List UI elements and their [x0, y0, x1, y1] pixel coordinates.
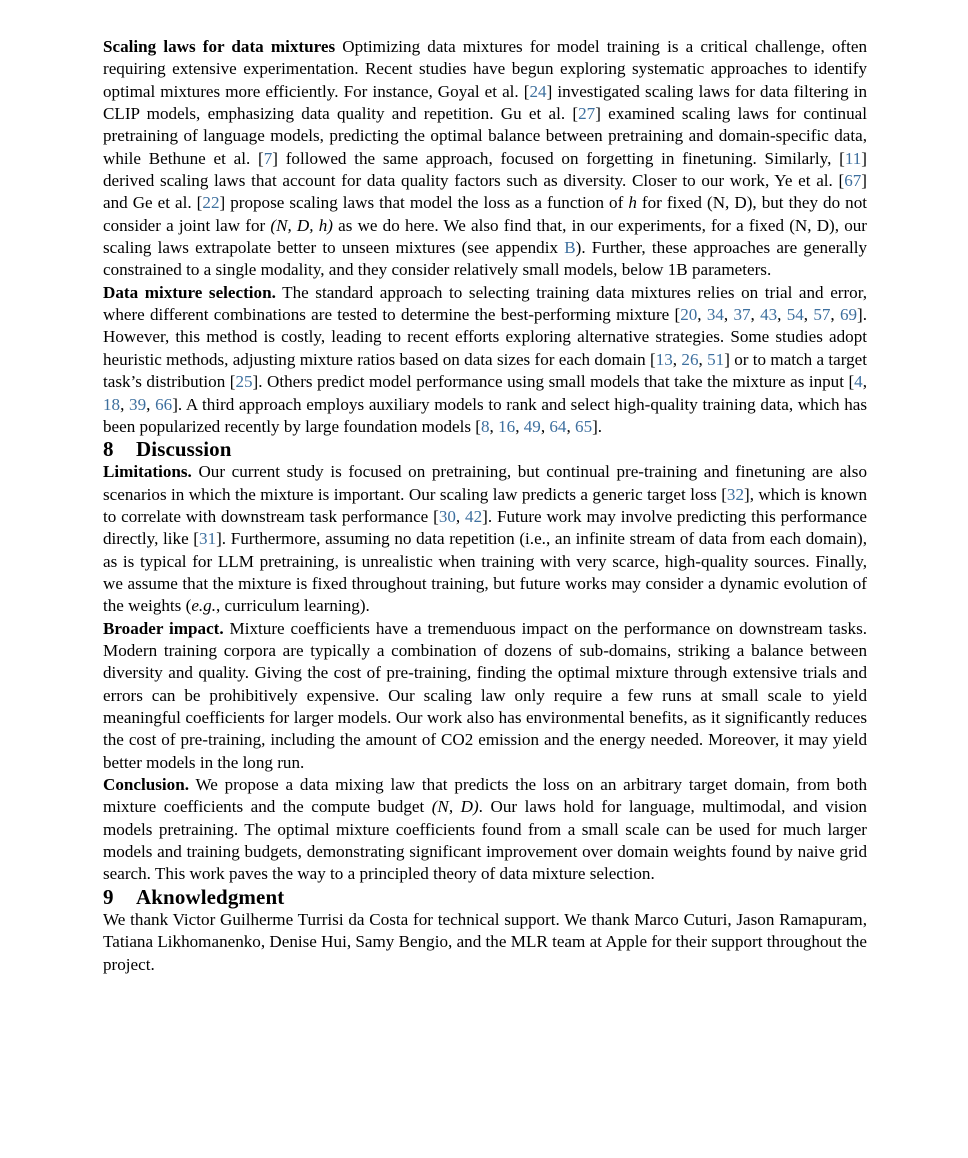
paragraph-text-segment: ], which is known to correlate with downstream task performance [	[103, 484, 867, 526]
paragraph-scaling-laws-for-data-mixtures	[103, 36, 867, 282]
appendix-link-b[interactable]: B	[564, 238, 576, 258]
paragraph-data-mixture-selection	[103, 282, 867, 438]
paragraph-text-segment: Our current study is focused on pretraining, but continual pre-training and finetuning are also scenarios in which the mixture is important. Our scaling law predicts a generic target loss [	[103, 462, 867, 504]
runin-heading-broader-impact: Broader impact.	[103, 618, 224, 638]
paragraph-text-segment: The standard approach to selecting training data mixtures relies on trial and error, where different combinations are tested to determine the best-performing mixture [	[103, 282, 867, 325]
citation-link-67[interactable]: 67	[844, 171, 862, 191]
citation-separator: ,	[803, 305, 814, 325]
citation-link-31[interactable]: 31	[199, 529, 217, 549]
paragraph-text-segment: ]. Future work may involve predicting this performance directly, like [	[103, 506, 867, 549]
math-expression-n-d-h: (N, D, h)	[270, 215, 333, 235]
citation-link-25[interactable]: 25	[235, 372, 253, 392]
citation-link-42[interactable]: 42	[465, 506, 483, 526]
paragraph-acknowledgment-body: We thank Victor Guilherme Turrisi da Costa for technical support. We thank Marco Cuturi, Jason Ramapuram, Tatiana Likhomanenko, Denise Hui, Samy Bengio, and the MLR team at Apple for their support throughout the project.	[103, 909, 867, 974]
citation-separator: ,	[830, 305, 840, 325]
paragraph-text-segment: . Our laws hold for language, multimodal, and vision models pretraining. The optimal mixture coefficients found from a small scale can be used for much larger models and training budgets, demonstrating significant improvement over domain weights found by naive grid search. This work paves the way to a principled theory of data mixture selection.	[103, 797, 867, 884]
paragraph-broader-impact	[103, 618, 867, 774]
citation-link-37[interactable]: 37	[733, 305, 751, 325]
citation-link-4[interactable]: 4	[854, 372, 863, 392]
citation-link-64[interactable]: 64	[549, 416, 567, 436]
paragraph-text-segment: as we do here. We also find that, in our experiments, for a fixed (N, D), our scaling laws extrapolate better to unseen mixtures (see appendix	[103, 215, 867, 258]
italic-abbreviation-eg: e.g.	[191, 596, 216, 616]
citation-separator: ,	[750, 305, 761, 325]
text-column	[103, 36, 867, 976]
citation-separator: ,	[540, 416, 550, 436]
section-number: 8	[103, 437, 114, 462]
math-expression-n-d: (N, D)	[431, 797, 479, 817]
citation-separator: ,	[862, 372, 867, 392]
citation-link-66[interactable]: 66	[155, 394, 173, 414]
citation-link-20[interactable]: 20	[680, 305, 698, 325]
paragraph-text-segment: ] and Ge et al. [	[103, 171, 867, 213]
paragraph-limitations	[103, 461, 867, 617]
citation-link-11[interactable]: 11	[844, 148, 862, 168]
paragraph-text-segment: ]. Furthermore, assuming no data repetition (i.e., an infinite stream of data from each domain), as is typical for LLM pretraining, is unrealistic when training with very scarce, high-quality sources. Finally, we assume that the mixture is fixed throughout training, but future works may consider a dynamic evolution of the weights (	[103, 529, 867, 616]
paragraph-text-segment: ].	[592, 416, 603, 436]
citation-link-39[interactable]: 39	[129, 394, 147, 414]
citation-link-54[interactable]: 54	[786, 305, 804, 325]
paragraph-text-segment: ]. Others predict model performance using small models that take the mixture as input [	[252, 372, 855, 392]
citation-separator: ,	[672, 349, 682, 369]
citation-link-49[interactable]: 49	[523, 416, 541, 436]
citation-link-30[interactable]: 30	[438, 506, 456, 526]
citation-separator: ,	[723, 305, 734, 325]
paragraph-text-segment: ). Further, these approaches are generally constrained to a single modality, and they consider relatively small models, below 1B parameters.	[103, 238, 867, 280]
paragraph-text-segment: ] or to match a target task’s distribution [	[103, 349, 868, 392]
citation-separator: ,	[698, 349, 708, 369]
citation-separator: ,	[777, 305, 787, 325]
section-title: Aknowledgment	[136, 884, 285, 909]
paragraph-text-segment: ] propose scaling laws that model the loss as a function of	[219, 193, 629, 213]
paragraph-text-segment: ] derived scaling laws that account for data quality factors such as diversity. Closer to our work, Ye et al. [	[103, 148, 867, 191]
paragraph-conclusion	[103, 774, 867, 886]
citation-link-13[interactable]: 13	[655, 349, 673, 369]
citation-link-32[interactable]: 32	[726, 484, 745, 504]
paragraph-text-segment: We propose a data mixing law that predicts the loss on an arbitrary target domain, from both mixture coefficients and the compute budget	[103, 775, 867, 817]
paragraph-text-segment: ] examined scaling laws for continual pretraining of language models, predicting the optimal balance between pretraining and domain-specific data, while Bethune et al. [	[103, 104, 867, 168]
citation-link-7[interactable]: 7	[263, 148, 273, 168]
citation-link-22[interactable]: 22	[202, 193, 220, 213]
citation-link-43[interactable]: 43	[760, 305, 778, 325]
paragraph-text-segment: ]. However, this method is costly, leading to recent efforts exploring alternative strategies. Some studies adopt heuristic methods, adjusting mixture ratios based on data sizes for each domain [	[103, 305, 868, 369]
citation-separator: ,	[697, 305, 707, 325]
citation-link-8[interactable]: 8	[481, 416, 490, 436]
runin-heading-limitations: Limitations.	[103, 462, 192, 482]
paragraph-text-segment: ] followed the same approach, focused on forgetting in finetuning. Similarly, [	[272, 148, 845, 168]
runin-heading-conclusion: Conclusion.	[103, 775, 189, 795]
runin-heading-scaling-laws: Scaling laws for data mixtures	[103, 37, 336, 56]
citation-separator: ,	[455, 506, 466, 526]
math-symbol-h: h	[628, 193, 637, 213]
citation-separator: ,	[120, 394, 130, 414]
citation-link-24[interactable]: 24	[529, 81, 547, 101]
paragraph-text-segment: ] investigated scaling laws for data filtering in CLIP models, emphasizing data quality and repetition. Gu et al. [	[103, 81, 868, 124]
paragraph-text-segment: ]. A third approach employs auxiliary models to rank and select high-quality training data, which has been popularized recently by large foundation models [	[103, 394, 867, 436]
citation-link-51[interactable]: 51	[707, 349, 725, 369]
citation-link-69[interactable]: 69	[839, 305, 858, 325]
citation-link-57[interactable]: 57	[813, 305, 831, 325]
paragraph-text-segment: Mixture coefficients have a tremenduous impact on the performance on downstream tasks. Modern training corpora are typically a combination of dozens of sub-domains, striking a balance between diversity and quality. Giving the cost of pre-training, finding the optimal mixture through extensive trials and errors can be prohibitively expensive. Our scaling law only require a few runs at small scale to yield meaningful coefficients for larger models. Our work also has environmental benefits, as it significantly reduces the cost of pre-training, including the amount of CO2 emission and the energy needed. Moreover, it may yield better models in the long run.	[103, 618, 867, 772]
citation-separator: ,	[146, 394, 156, 414]
citation-link-27[interactable]: 27	[578, 104, 596, 124]
citation-link-65[interactable]: 65	[575, 416, 593, 436]
paragraph-text-segment: for fixed (N, D), but they do not consider a joint law for	[103, 193, 867, 235]
section-number: 9	[103, 884, 114, 909]
section-title: Discussion	[136, 437, 232, 462]
citation-separator: ,	[566, 416, 576, 436]
citation-separator: ,	[489, 416, 499, 436]
citation-link-16[interactable]: 16	[498, 416, 516, 436]
citation-link-18[interactable]: 18	[103, 394, 121, 414]
section-heading-aknowledgment	[103, 886, 867, 909]
section-heading-discussion	[103, 438, 867, 461]
paragraph-text-segment: , curriculum learning).	[216, 596, 370, 616]
paragraph-text-segment: Optimizing data mixtures for model training is a critical challenge, often requiring extensive experimentation. Recent studies have begun exploring systematic approaches to identify optimal mixtures more efficiently. For instance, Goyal et al. [	[103, 37, 867, 101]
citation-link-34[interactable]: 34	[706, 305, 724, 325]
citation-separator: ,	[515, 416, 524, 436]
citation-link-26[interactable]: 26	[681, 349, 699, 369]
runin-heading-data-mixture-selection: Data mixture selection.	[103, 282, 276, 302]
